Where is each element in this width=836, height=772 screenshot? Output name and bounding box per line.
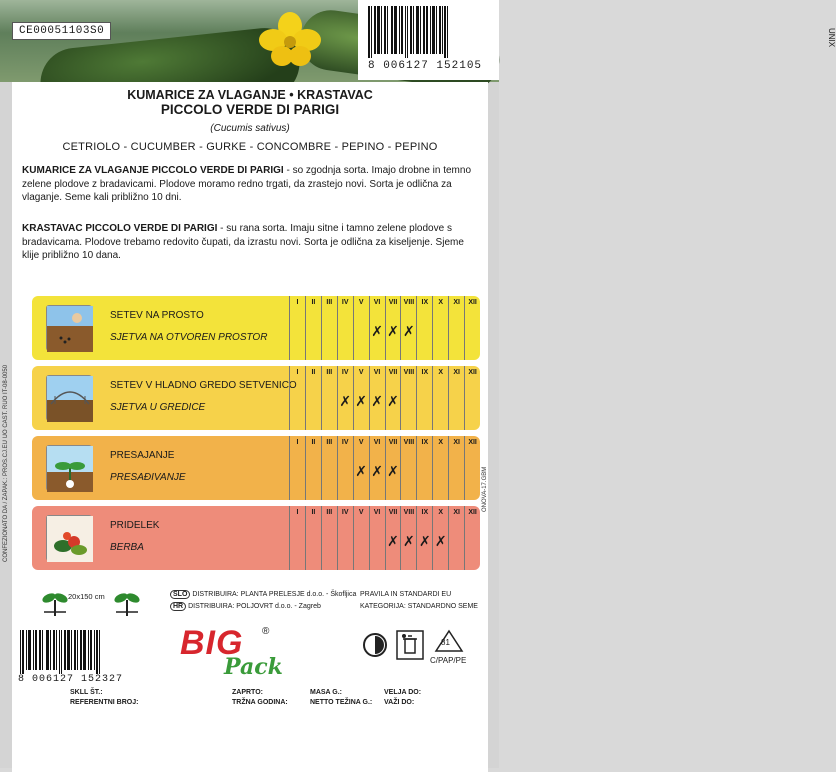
- hr-badge: HR: [170, 602, 186, 611]
- month-cell: [416, 436, 432, 500]
- month-cell: [432, 366, 448, 430]
- month-label: XI: [453, 299, 460, 306]
- month-label: IV: [341, 439, 349, 446]
- month-mark: ✗: [403, 534, 415, 550]
- month-cell: [305, 436, 321, 500]
- calendar-row-label: SETEV V HLADNO GREDO SETVENICO: [110, 380, 297, 391]
- month-cell: [353, 506, 369, 570]
- plant-spacing: 20x150 cm: [68, 592, 105, 601]
- month-label: IV: [341, 299, 349, 306]
- description-slo: [22, 164, 482, 205]
- calendar-row: [32, 296, 480, 360]
- recycle-material: C/PAP/PE: [430, 656, 467, 665]
- month-cell: [464, 436, 480, 500]
- month-cell: [400, 436, 416, 500]
- month-cell: [448, 436, 464, 500]
- calendar-row: [32, 366, 480, 430]
- month-label: VIII: [403, 509, 415, 516]
- calendar-row-label: PRESAJANJE: [110, 450, 175, 461]
- month-cell: [416, 296, 432, 360]
- month-cell: [321, 506, 337, 570]
- standard-line2: KATEGORIJA: STANDARDNO SEME: [360, 603, 478, 610]
- flower-icon: [255, 10, 325, 68]
- description-hr: [22, 222, 482, 263]
- month-cell: [321, 436, 337, 500]
- month-cell: [416, 366, 432, 430]
- month-cell: [337, 436, 353, 500]
- calendar-row: [32, 506, 480, 570]
- month-label: XI: [453, 509, 460, 516]
- month-mark: ✗: [371, 324, 383, 340]
- calendar-months: [289, 506, 480, 570]
- side-packer-text: CONFEZIONATO DA / ZAPAK.: PROS.CJ.EU UO CAST. RUO IT-08-0050: [3, 364, 9, 562]
- month-cell: [400, 296, 416, 360]
- month-label: IX: [421, 439, 429, 446]
- month-label: VI: [373, 509, 381, 516]
- month-label: III: [326, 509, 333, 516]
- month-mark: ✗: [371, 464, 383, 480]
- month-cell: [464, 366, 480, 430]
- month-label: X: [438, 509, 444, 516]
- description-slo-title: KUMARICE ZA VLAGANJE PICCOLO VERDE DI PARIGI: [22, 165, 284, 176]
- month-label: II: [311, 439, 316, 446]
- month-cell: [432, 296, 448, 360]
- month-mark: ✗: [355, 394, 368, 410]
- calendar-row-label-hr: PRESAĐIVANJE: [110, 472, 186, 483]
- month-cell: [289, 506, 305, 570]
- field-masa: MASA G.:: [310, 689, 343, 696]
- field-skll: SKLL ŠT.:: [70, 689, 103, 696]
- month-cell: [432, 506, 448, 570]
- month-cell: [385, 436, 401, 500]
- month-label: I: [296, 439, 299, 446]
- variety-name: PICCOLO VERDE DI PARIGI: [160, 102, 340, 117]
- month-label: X: [438, 369, 444, 376]
- calendar-months: [289, 366, 480, 430]
- month-label: XII: [468, 369, 477, 376]
- month-cell: [448, 296, 464, 360]
- month-label: VII: [388, 299, 398, 306]
- month-label: XI: [453, 369, 460, 376]
- month-mark: ✗: [418, 534, 431, 550]
- calendar-row-icon: [46, 445, 92, 491]
- month-label: IX: [421, 299, 429, 306]
- field-trzna: TRŽNA GODINA:: [232, 699, 288, 706]
- latin-name: (Cucumis sativus): [210, 123, 290, 134]
- month-label: I: [296, 509, 299, 516]
- weight-fields: [310, 688, 372, 708]
- month-cell: [400, 366, 416, 430]
- brand-big: BIG: [180, 624, 244, 662]
- bin-icon: [396, 630, 424, 660]
- barcode-bottom-bars: [20, 630, 100, 674]
- month-cell: [337, 366, 353, 430]
- month-label: III: [326, 439, 333, 446]
- month-label: VI: [373, 439, 381, 446]
- brand-reg: ®: [262, 626, 270, 637]
- month-label: IX: [421, 369, 429, 376]
- watermark: © Agronet: [155, 712, 344, 752]
- calendar-row-label-hr: SJETVA U GREDICE: [110, 402, 206, 413]
- month-label: V: [358, 369, 364, 376]
- month-cell: [353, 366, 369, 430]
- calendar-row-icon: [46, 305, 92, 351]
- calendar-row-label: SETEV NA PROSTO: [110, 310, 204, 321]
- green-dot-icon: [362, 632, 388, 658]
- month-label: II: [311, 369, 316, 376]
- month-label: VI: [373, 369, 381, 376]
- month-label: VII: [388, 369, 398, 376]
- month-label: VI: [373, 299, 381, 306]
- distribution-slo: DISTRIBUIRA: PLANTA PRELESJE d.o.o. - Škofljica: [192, 591, 357, 598]
- month-cell: [289, 366, 305, 430]
- month-label: XII: [468, 509, 477, 516]
- field-velja: VELJA DO:: [384, 689, 422, 696]
- month-cell: [353, 296, 369, 360]
- month-cell: [305, 366, 321, 430]
- month-label: II: [311, 299, 316, 306]
- month-mark: ✗: [371, 394, 383, 410]
- month-cell: [432, 436, 448, 500]
- month-mark: ✗: [339, 394, 352, 410]
- recycle-code: 81: [441, 638, 450, 647]
- calendar-months: [289, 296, 480, 360]
- seedling-icon-2: [112, 588, 142, 618]
- slo-badge: SLO: [170, 590, 190, 599]
- side-code-text: ONOVA-17.GBM: [482, 466, 488, 512]
- calendar-row-icon: [46, 515, 92, 561]
- product-code: CE00051103S0: [12, 22, 111, 40]
- description-hr-title: KRASTAVAC PICCOLO VERDE DI PARIGI: [22, 223, 218, 234]
- month-mark: ✗: [387, 534, 399, 550]
- month-cell: [305, 506, 321, 570]
- standard-line1: PRAVILA IN STANDARDI EU: [360, 591, 452, 598]
- month-cell: [400, 506, 416, 570]
- month-cell: [369, 296, 385, 360]
- language-names: CETRIOLO - CUCUMBER - GURKE - CONCOMBRE - PEPINO - PEPINO: [62, 141, 438, 153]
- month-label: VIII: [403, 299, 415, 306]
- month-mark: ✗: [434, 534, 447, 550]
- month-cell: [305, 296, 321, 360]
- product-title: KUMARICE ZA VLAGANJE • KRASTAVAC: [127, 88, 373, 102]
- month-cell: [289, 296, 305, 360]
- month-label: VII: [388, 509, 398, 516]
- calendar-row-label: PRIDELEK: [110, 520, 160, 531]
- month-label: XII: [468, 439, 477, 446]
- month-label: V: [358, 299, 364, 306]
- month-label: IV: [341, 369, 349, 376]
- field-vazi: VAŽI DO:: [384, 699, 415, 706]
- month-cell: [385, 506, 401, 570]
- month-label: IV: [341, 509, 349, 516]
- reference-fields: [70, 688, 138, 708]
- description-hr-text: - su rana sorta. Imaju sitne i tamno zelene plodove s bradavicama. Plodove trebamo redovito čupati, da izrastu novi. Sorta je odlična za kiseljenje. Sjeme klije približno 10 dana.: [22, 223, 464, 261]
- month-label: I: [296, 369, 299, 376]
- month-label: III: [326, 299, 333, 306]
- month-cell: [448, 506, 464, 570]
- month-label: I: [296, 299, 299, 306]
- calendar-row-icon: [46, 375, 92, 421]
- month-label: VIII: [403, 439, 415, 446]
- month-label: VIII: [403, 369, 415, 376]
- distribution-hr: DISTRIBUIRA: POLJOVRT d.o.o. - Zagreb: [188, 603, 321, 610]
- calendar-row: [32, 436, 480, 500]
- month-mark: ✗: [403, 324, 415, 340]
- month-cell: [337, 506, 353, 570]
- month-label: IX: [421, 509, 429, 516]
- brand-pack: Pack: [224, 654, 283, 680]
- month-cell: [448, 366, 464, 430]
- month-mark: ✗: [387, 324, 399, 340]
- month-mark: ✗: [355, 464, 368, 480]
- field-netto: NETTO TEŽINA G.:: [310, 699, 373, 706]
- field-ref: REFERENTNI BROJ:: [70, 699, 139, 706]
- month-cell: [464, 506, 480, 570]
- month-cell: [369, 366, 385, 430]
- seedling-icon: [40, 588, 70, 618]
- calendar-row-label-hr: BERBA: [110, 542, 144, 553]
- month-cell: [464, 296, 480, 360]
- month-label: XI: [453, 439, 460, 446]
- month-label: V: [358, 439, 364, 446]
- month-label: XII: [468, 299, 477, 306]
- month-label: X: [438, 439, 444, 446]
- month-cell: [289, 436, 305, 500]
- field-zaprto: ZAPRTO:: [232, 689, 263, 696]
- barcode-top-number: 8 006127 152105: [368, 60, 483, 72]
- month-label: III: [326, 369, 333, 376]
- month-label: X: [438, 299, 444, 306]
- sowing-calendar: [32, 296, 480, 574]
- month-cell: [385, 296, 401, 360]
- barcode-bars: [368, 6, 448, 58]
- barcode-bottom-number: 8 006127 152327: [18, 674, 124, 685]
- description-slo-text: - so zgodnja sorta. Imajo drobne in temno zelene plodove z bradavicami. Plodove moramo redno trgati, da zrastejo novi. Sorta je odlična za vlaganje. Seme kali približno 10 dni.: [22, 165, 472, 203]
- calendar-row-label-hr: SJETVA NA OTVOREN PROSTOR: [110, 332, 268, 343]
- month-cell: [321, 366, 337, 430]
- info-panel: [3, 82, 488, 772]
- month-cell: [416, 506, 432, 570]
- month-mark: ✗: [387, 464, 399, 480]
- month-cell: [369, 506, 385, 570]
- month-cell: [321, 296, 337, 360]
- barcode-top: [358, 0, 836, 80]
- month-mark: ✗: [387, 394, 399, 410]
- standard-info: [360, 589, 478, 613]
- unix-label: UNIX: [827, 28, 836, 48]
- date-fields: [232, 688, 288, 708]
- expiry-fields: [384, 688, 421, 708]
- month-cell: [353, 436, 369, 500]
- month-label: II: [311, 509, 316, 516]
- distribution-info: [170, 589, 356, 613]
- big-pack-logo: [180, 624, 290, 684]
- month-label: VII: [388, 439, 398, 446]
- month-cell: [369, 436, 385, 500]
- month-label: V: [358, 509, 364, 516]
- month-cell: [385, 366, 401, 430]
- month-cell: [337, 296, 353, 360]
- calendar-months: [289, 436, 480, 500]
